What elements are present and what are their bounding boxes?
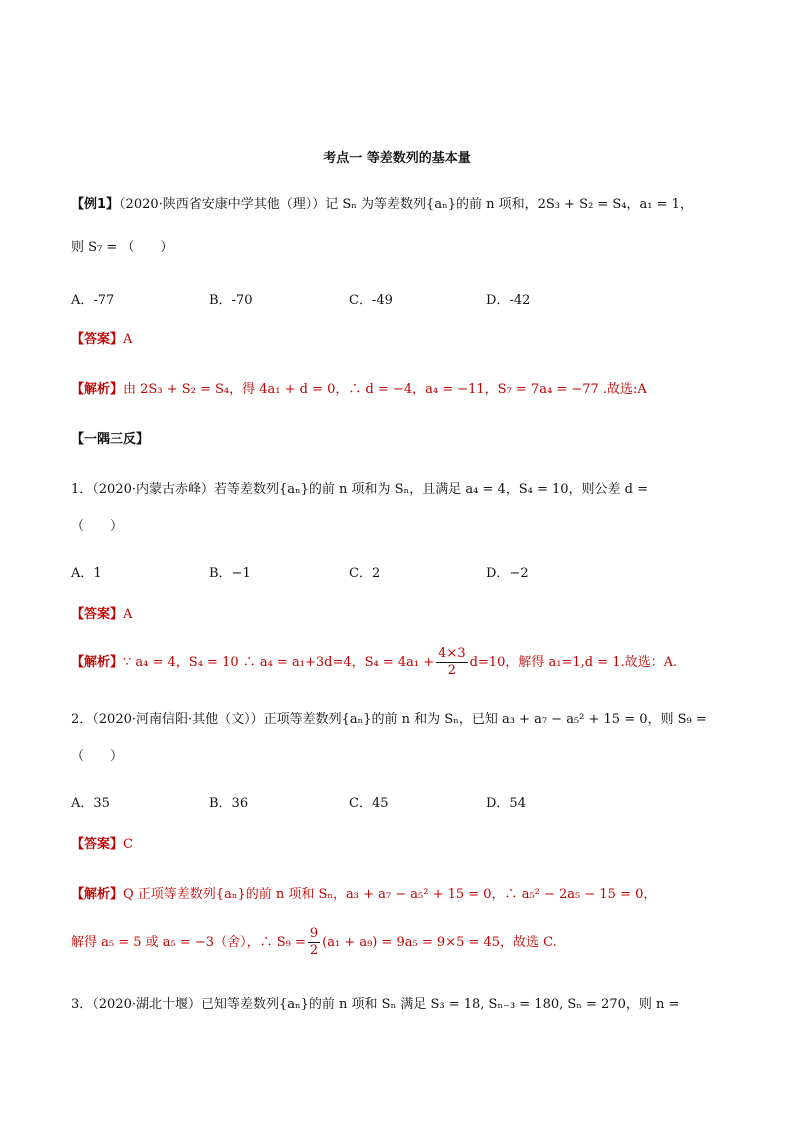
- choice-b: B．-70: [209, 293, 253, 308]
- choice-c: C．45: [349, 796, 389, 811]
- q1-choices: [71, 562, 671, 580]
- page-title: 考点一 等差数列的基本量: [323, 151, 471, 166]
- q2-choices: [71, 792, 671, 810]
- choice-b: B．36: [209, 796, 249, 811]
- choice-b: B．−1: [209, 566, 251, 581]
- q1-line1: 1．（2020·内蒙古赤峰）若等差数列{aₙ}的前 n 项和为 Sₙ，且满足 a₄ = 4，S₄ = 10，则公差 d =: [71, 482, 649, 497]
- fraction-denominator: 2: [309, 943, 319, 958]
- q2-answer: [71, 836, 133, 854]
- answer-value: C: [123, 837, 133, 852]
- q2-line2: （ ）: [71, 749, 124, 764]
- choice-d: D．54: [486, 796, 526, 811]
- answer-tag: 【答案】: [71, 607, 124, 622]
- section-heading: 【一隅三反】: [71, 432, 150, 447]
- fraction-denominator: 2: [447, 663, 457, 678]
- example-answer: [71, 331, 132, 349]
- choice-d: D．-42: [486, 293, 531, 308]
- choice-c: C．2: [349, 566, 381, 581]
- analysis-tag: 【解析】: [71, 655, 124, 670]
- q2-analysis-line1: [71, 886, 656, 904]
- q3-line1: 3．（2020·湖北十堰）已知等差数列{aₙ}的前 n 项和 Sₙ 满足 S₃ = 18, Sₙ₋₃ = 180, Sₙ = 270，则 n =: [71, 997, 680, 1012]
- choice-a: A．1: [71, 566, 102, 581]
- q1-analysis: [71, 646, 677, 680]
- analysis-text-b: d=10，解得 a₁=1,d = 1.故选：A.: [469, 655, 678, 670]
- answer-value: A: [123, 607, 133, 622]
- fraction: [436, 646, 467, 679]
- fraction-numerator: 4×3: [438, 646, 466, 661]
- fraction-numerator: 9: [309, 926, 319, 941]
- example-text-line1: （2020·陕西省安康中学其他（理））记 Sₙ 为等差数列{aₙ}的前 n 项和，2S₃ + S₂ = S₄，a₁ = 1，: [119, 197, 693, 212]
- analysis-text: 由 2S₃ + S₂ = S₄，得 4a₁ + d = 0，∴ d = −4，a₄ = −11，S₇ = 7a₄ = −77 .故选:A: [123, 382, 647, 397]
- analysis-tag: 【解析】: [71, 382, 124, 397]
- analysis-text-a: 解得 a₅ = 5 或 a₅ = −3（舍），∴ S₉ =: [71, 935, 306, 950]
- analysis-text-b: (a₁ + a₉) = 9a₅ = 9×5 = 45，故选 C.: [322, 935, 557, 950]
- example-tag: 【例1】: [71, 197, 120, 212]
- answer-tag: 【答案】: [71, 332, 124, 347]
- example-choices: [71, 289, 671, 307]
- example-analysis: [71, 381, 647, 399]
- q2-analysis-line2: [71, 926, 557, 960]
- fraction: [308, 926, 320, 959]
- choice-d: D．−2: [486, 566, 529, 581]
- analysis-text-a: ∵ a₄ = 4，S₄ = 10 ∴ a₄ = a₁+3d=4，S₄ = 4a₁ +: [123, 655, 435, 670]
- choice-a: A．-77: [71, 293, 115, 308]
- analysis-tag: 【解析】: [71, 887, 124, 902]
- analysis-text: Q 正项等差数列{aₙ}的前 n 项和 Sₙ，a₃ + a₇ − a₅² + 15 = 0，∴ a₅² − 2a₅ − 15 = 0，: [123, 887, 657, 902]
- example-question-line1: [71, 196, 693, 214]
- choice-a: A．35: [71, 796, 110, 811]
- q1-line2: （ ）: [71, 519, 124, 534]
- example-question-line2: 则 S₇ = （ ）: [71, 240, 174, 255]
- q2-line1: 2．（2020·河南信阳·其他（文））正项等差数列{aₙ}的前 n 和为 Sₙ，已知 a₃ + a₇ − a₅² + 15 = 0，则 S₉ =: [71, 712, 707, 727]
- answer-tag: 【答案】: [71, 837, 124, 852]
- choice-c: C．-49: [349, 293, 393, 308]
- answer-value: A: [123, 332, 133, 347]
- q1-answer: [71, 606, 132, 624]
